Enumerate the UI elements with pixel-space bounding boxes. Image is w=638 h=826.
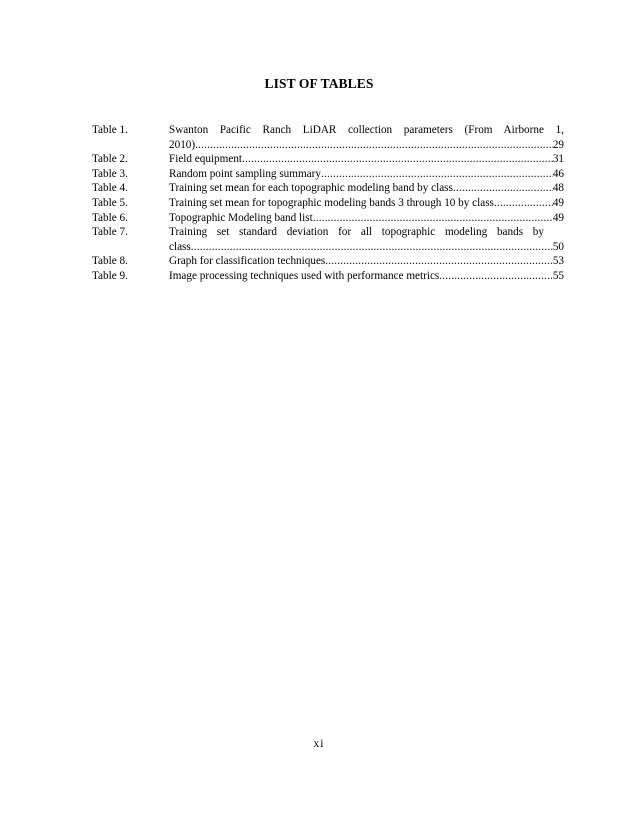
toc-entry-table-7[interactable] (92, 225, 564, 254)
toc-entry-page: 53 (552, 255, 564, 268)
dot-leader (494, 196, 553, 211)
toc-entry-title: Training set mean for each topographic modeling band by class (169, 182, 453, 195)
toc-entry-title: Topographic Modeling band list (169, 211, 313, 224)
dot-leader (453, 181, 553, 196)
dot-leader (195, 138, 553, 153)
toc-entry-table-2[interactable] (92, 152, 564, 167)
toc-entry-page: 46 (552, 167, 564, 180)
toc-entry-title: Random point sampling summary (169, 167, 321, 180)
toc-entry-label: Table 4. (92, 182, 128, 195)
toc-entry-table-1[interactable] (92, 123, 564, 152)
toc-entry-title-line-1: Training set standard deviation for all topographic modeling bands by (169, 226, 544, 239)
toc-entry-page: 48 (552, 182, 564, 195)
toc-entry-page: 55 (552, 269, 564, 282)
toc-entry-page: 49 (552, 196, 564, 209)
dot-leader (242, 152, 553, 167)
toc-entry-title-line-2: class (169, 240, 191, 253)
toc-entry-table-4[interactable] (92, 181, 564, 196)
toc-entry-label: Table 5. (92, 196, 128, 209)
toc-entry-page: 31 (552, 153, 564, 166)
toc-entry-title: Training set mean for topographic modeling bands 3 through 10 by class (169, 196, 494, 209)
dot-leader (191, 240, 553, 255)
toc-entry-label: Table 7. (92, 226, 128, 239)
toc-entry-table-8[interactable] (92, 254, 564, 269)
toc-entry-label: Table 6. (92, 211, 128, 224)
toc-entry-label: Table 8. (92, 255, 128, 268)
toc-entry-title: Image processing techniques used with performance metrics (169, 269, 440, 282)
dot-leader (439, 269, 553, 284)
table-list (92, 123, 564, 284)
toc-entry-title-line-2: 2010) (169, 138, 196, 151)
toc-entry-title: Field equipment (169, 153, 243, 166)
toc-entry-title: Graph for classification techniques (169, 255, 326, 268)
page-title: LIST OF TABLES (264, 76, 374, 91)
dot-leader (313, 211, 553, 226)
dot-leader (325, 254, 553, 269)
toc-entry-page: 49 (552, 211, 564, 224)
toc-entry-page: 50 (552, 240, 564, 253)
toc-entry-table-5[interactable] (92, 196, 564, 211)
toc-entry-label: Table 3. (92, 167, 128, 180)
toc-entry-table-3[interactable] (92, 167, 564, 182)
toc-entry-table-9[interactable] (92, 269, 564, 284)
toc-entry-label: Table 2. (92, 153, 128, 166)
toc-entry-table-6[interactable] (92, 211, 564, 226)
dot-leader (321, 167, 553, 182)
toc-entry-page: 29 (552, 138, 564, 151)
page-number: xi (313, 738, 325, 750)
toc-entry-title-line-1: Swanton Pacific Ranch LiDAR collection parameters (From Airborne 1, (169, 124, 564, 136)
toc-entry-label: Table 9. (92, 269, 128, 282)
toc-entry-label: Table 1. (92, 124, 128, 136)
